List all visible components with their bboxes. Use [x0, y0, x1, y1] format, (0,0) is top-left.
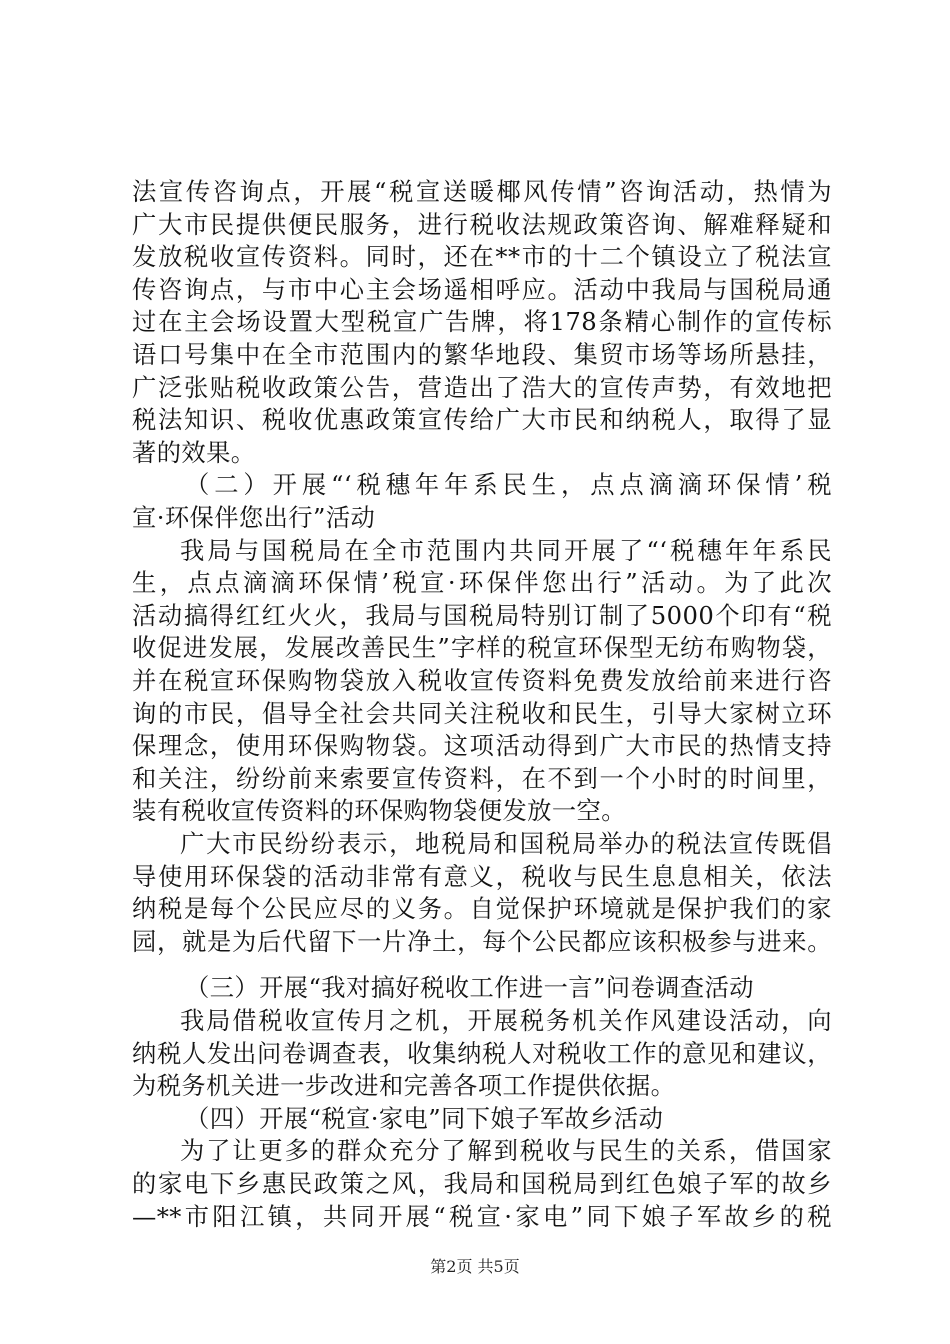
page-number-footer: 第2页 共5页	[430, 1257, 520, 1276]
section-heading-continued: 宣·环保伴您出行”活动	[132, 503, 376, 532]
text-line: 传咨询点，与市中心主会场遥相呼应。活动中我局与国税局通	[132, 274, 832, 304]
text-line: 法宣传咨询点，开展“税宣送暖椰风传情”咨询活动，热情为	[132, 177, 832, 206]
section-heading: （四）开展“税宣·家电”同下娘子军故乡活动	[185, 1103, 664, 1133]
text-line: 并在税宣环保购物袋放入税收宣传资料免费发放给前来进行咨	[132, 666, 832, 695]
text-line: 为税务机关进一步改进和完善各项工作提供依据。	[132, 1071, 676, 1101]
text-line: 广泛张贴税收政策公告，营造出了浩大的宣传声势，有效地把	[132, 372, 832, 402]
section-heading: （三）开展“我对搞好税收工作进一言”问卷调查活动	[185, 973, 754, 1003]
text-line: —**市阳江镇，共同开展“税宣·家电”同下娘子军故乡的税	[132, 1201, 832, 1231]
text-line: 询的市民，倡导全社会共同关注税收和民生，引导大家树立环	[132, 698, 832, 728]
section-heading: （二）开展“‘税穗年年系民生，点点滴滴环保情’税	[185, 470, 832, 500]
text-line: 装有税收宣传资料的环保购物袋便发放一空。	[132, 796, 626, 826]
text-line: 和关注，纷纷前来索要宣传资料，在不到一个小时的时间里，	[132, 763, 832, 793]
text-line: 发放税收宣传资料。同时，还在**市的十二个镇设立了税法宣	[132, 242, 832, 272]
text-line: 纳税是每个公民应尽的义务。自觉保护环境就是保护我们的家	[132, 894, 832, 924]
text-line: 过在主会场设置大型税宣广告牌，将178条精心制作的宣传标	[132, 307, 832, 337]
text-line: 语口号集中在全市范围内的繁华地段、集贸市场等场所悬挂，	[132, 340, 832, 369]
text-line: 生，点点滴滴环保情’税宣·环保伴您出行”活动。为了此次	[132, 568, 832, 598]
text-line: 收促进发展，发展改善民生”字样的税宣环保型无纺布购物袋，	[132, 633, 832, 663]
text-line: 广大市民纷纷表示，地税局和国税局举办的税法宣传既倡	[180, 829, 832, 858]
text-line: 广大市民提供便民服务，进行税收法规政策咨询、解难释疑和	[132, 209, 832, 239]
text-line: 导使用环保袋的活动非常有意义，税收与民生息息相关，依法	[132, 861, 832, 891]
text-line: 为了让更多的群众充分了解到税收与民生的关系，借国家	[180, 1136, 832, 1166]
text-line: 的家电下乡惠民政策之风，我局和国税局到红色娘子军的故乡	[132, 1169, 832, 1198]
text-line: 纳税人发出问卷调查表，收集纳税人对税收工作的意见和建议，	[132, 1038, 832, 1068]
text-line: 活动搞得红红火火，我局与国税局特别订制了5000个印有“税	[132, 600, 832, 630]
text-line: 著的效果。	[132, 437, 256, 467]
text-line: 园，就是为后代留下一片净土，每个公民都应该积极参与进来。	[132, 926, 832, 956]
text-line: 我局与国税局在全市范围内共同开展了“‘税穗年年系民	[180, 535, 832, 565]
text-line: 保理念，使用环保购物袋。这项活动得到广大市民的热情支持	[132, 731, 832, 761]
text-line: 我局借税收宣传月之机，开展税务机关作风建设活动，向	[180, 1006, 832, 1035]
text-line: 税法知识、税收优惠政策宣传给广大市民和纳税人，取得了显	[132, 405, 832, 435]
